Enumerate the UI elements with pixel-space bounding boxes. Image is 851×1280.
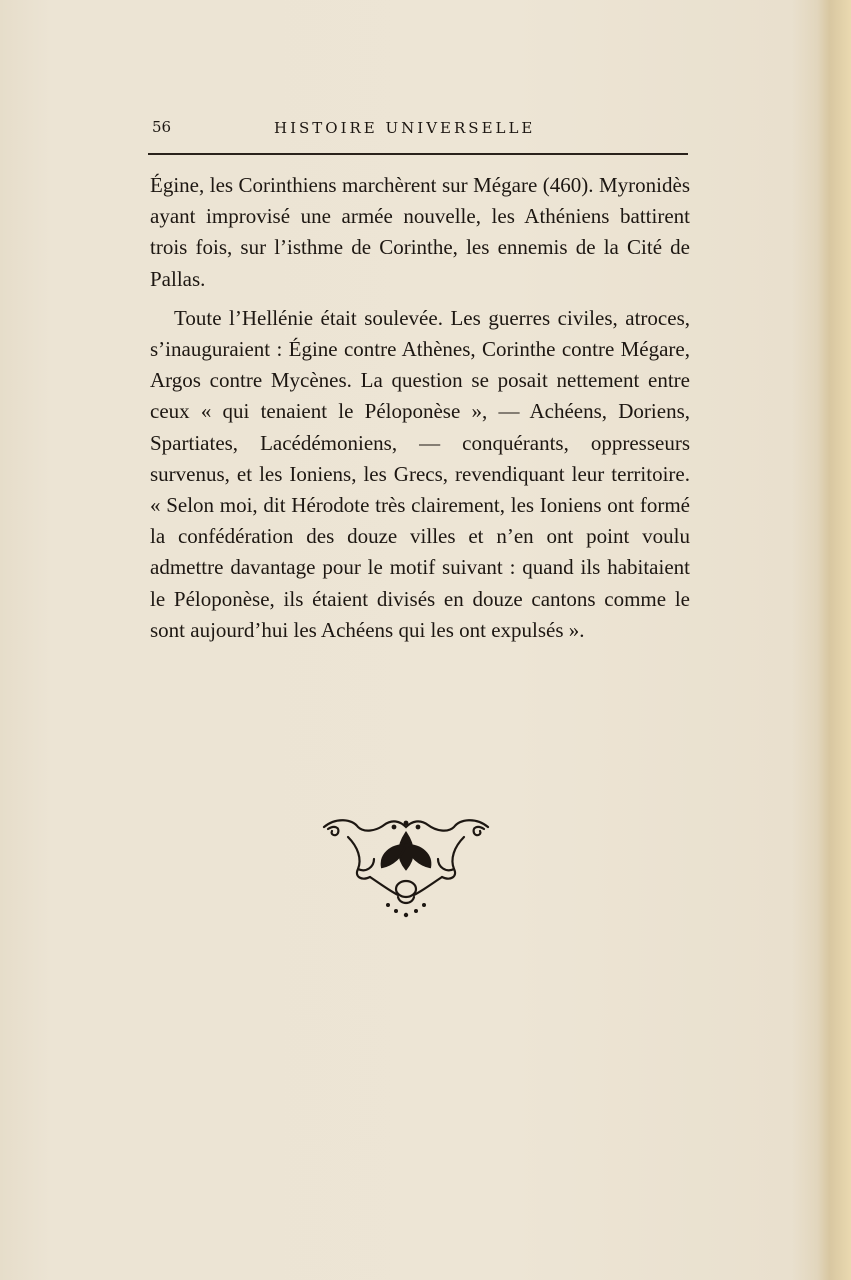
paragraph: Toute l’Hellénie était soulevée. Les guerres civiles, atroces, s’inauguraient : Égine contre Athènes, Corinthe contre Mégare, Argos contre Mycènes. La question se posait nettement entre ceux « qui tenaient le Péloponèse », — Achéens, Doriens, Spartiates, Lacédémoniens, — conquérants, oppresseurs survenus, et les Ioniens, les Grecs, revendiquant leur territoire. « Selon moi, dit Hérodote très clairement, les Ioniens ont formé la confédération des douze villes et n’en ont point voulu admettre davantage pour le motif suivant : quand ils habitaient le Péloponèse, ils étaient divisés en douze cantons comme le sont aujourd’hui les Achéens qui les ont expulsés ». — [150, 305, 690, 642]
paragraph-continued: Égine, les Corinthiens marchèrent sur Mégare (460). Myronidès ayant improvisé une armée nouvelle, les Athéniens battirent trois fois, sur l’isthme de Corinthe, les ennemis de la Cité de Pallas. — [150, 173, 690, 291]
page-number: 56 — [152, 118, 172, 136]
body-text — [150, 170, 690, 646]
running-title: HISTOIRE UNIVERSELLE — [274, 119, 536, 137]
header-rule — [148, 153, 688, 155]
running-head — [152, 114, 692, 144]
fleuron-tailpiece-icon — [318, 815, 494, 921]
